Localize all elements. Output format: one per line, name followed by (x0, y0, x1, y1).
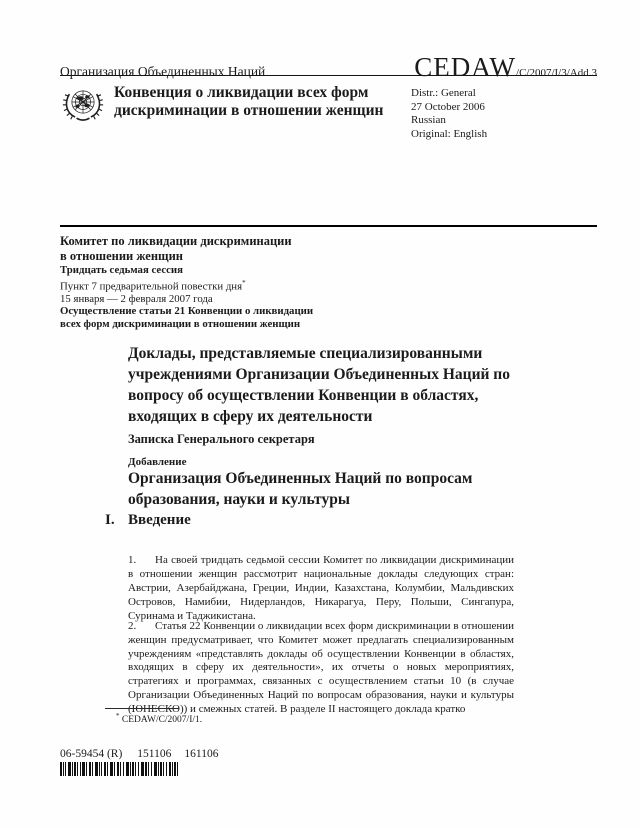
agenda-item-text: Пункт 7 предварительной повестки дня (60, 280, 243, 293)
distr-language: Russian (411, 114, 446, 126)
header-rule (60, 75, 597, 76)
heavy-divider-rule (60, 225, 597, 227)
session-block (60, 234, 313, 330)
footer-date-code-1: 151106 (137, 748, 172, 760)
paragraph-2-number: 2. (128, 620, 137, 632)
footnote-marker: * (116, 712, 120, 720)
un-org-name: Организация Объединенных Наций (60, 64, 266, 79)
barcode (60, 762, 178, 776)
agenda-item-title-line1: Осуществление статьи 21 Конвенции о ликвидации (60, 305, 314, 318)
agenda-footnote-marker: * (242, 278, 246, 287)
footer-job-number (60, 748, 218, 760)
paragraph-1-text: На своей тридцать седьмой сессии Комитет по ликвидации дискриминации в отношении женщин рассмотрит национальные доклады следующих стран: Австрии, Азербайджана, Греции, Индии, Казахстана, Колумбии, Мальдивских Островов, Намибии, Нидерландов, Никарагуа, Перу, Польши, Сингапура, Суринама и Таджикистана. (128, 554, 514, 622)
agenda-item (60, 277, 313, 293)
footnote (116, 712, 202, 725)
distribution-block (411, 84, 597, 141)
footnote-rule (105, 708, 179, 709)
section-heading (105, 512, 191, 529)
convention-title: Конвенция о ликвидации всех форм дискриминации в отношении женщин (114, 84, 384, 119)
paragraph-1 (128, 553, 514, 623)
document-symbol (414, 52, 597, 83)
job-number: 06-59454 (R) (60, 748, 123, 760)
distr-date: 27 October 2006 (411, 100, 485, 113)
document-symbol-main: CEDAW (414, 52, 517, 82)
session-number: Тридцать седьмая сессия (60, 264, 183, 276)
committee-name-line2: в отношении женщин (60, 249, 183, 263)
session-dates: 15 января — 2 февраля 2007 года (60, 292, 213, 305)
section-title: Введение (128, 512, 191, 528)
distr-line: Distr.: General (411, 87, 476, 99)
footnote-text: CEDAW/C/2007/I/1. (121, 715, 203, 726)
addendum-label: Добавление (128, 456, 187, 468)
masthead-top-row (60, 52, 597, 83)
section-number: I. (105, 512, 115, 528)
masthead (60, 84, 597, 141)
un-emblem-icon (60, 86, 106, 128)
distr-original: Original: English (411, 127, 488, 140)
paragraph-1-number: 1. (128, 554, 137, 566)
document-subtitle: Записка Генерального секретаря (128, 432, 315, 446)
footer-date-code-2: 161106 (184, 748, 219, 760)
document-title: Доклады, представляемые специализированными учреждениями Организации Объединенных Наций по вопросу об осуществлении Конвенции в областях, входящих в сферу их деятельности (128, 345, 510, 425)
committee-name-line1: Комитет по ликвидации дискриминации (60, 234, 292, 248)
paragraph-2-text: Статья 22 Конвенции о ликвидации всех форм дискриминации в отношении женщин предусматривает, что Комитет может предлагать специализированным учреждениям «представлять доклады об осуществлении Конвенции в областях, входящих в сферу их деятельности», их отчеты о новых мероприятиях, стратегиях и программах, связанных с осуществлением статьи 10 (в случае Организации Объединенных Наций по вопросам образования, науки и культуры (ЮНЕСКО)) и смежных статей. В разделе II настоящего доклада кратко (128, 620, 514, 715)
agency-heading: Организация Объединенных Наций по вопросам образования, науки и культуры (128, 470, 473, 508)
agenda-item-title-line2: всех форм дискриминации в отношении женщин (60, 317, 301, 330)
document-symbol-suffix: /C/2007/I/3/Add.3 (516, 67, 597, 79)
paragraph-2 (128, 620, 514, 717)
